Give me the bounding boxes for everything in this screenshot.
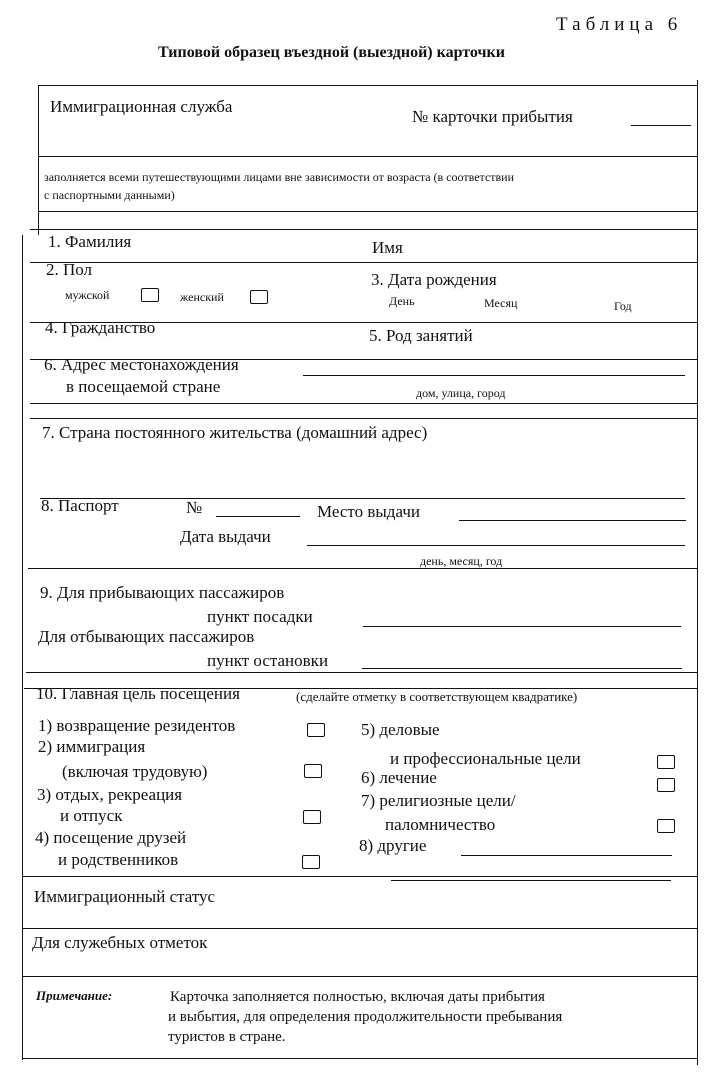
purpose-religious-sub: паломничество [385,815,496,834]
stop-point-field[interactable] [362,651,682,667]
purpose-immigration-checkbox[interactable] [304,764,322,778]
passport-number-line [216,516,300,517]
issue-place-field[interactable] [459,503,686,519]
rule-bottom [22,1058,698,1059]
purpose-visiting-sub: и родственников [58,850,179,869]
residence-label: 7. Страна постоянного жительства (домашний адрес) [42,423,428,442]
boarding-point-line [363,626,681,627]
birth-month-label: Месяц [484,296,518,310]
official-marks-field[interactable] [250,936,680,952]
note-label: Примечание: [36,988,113,1003]
address-field[interactable] [303,358,685,374]
purpose-medical: 6) лечение [361,768,437,787]
purpose-hint: (сделайте отметку в соответствующем квадратике) [296,689,578,704]
instruction-line-2: с паспортными данными) [44,188,175,202]
rule-8 [30,418,698,419]
passport-label: 8. Паспорт [41,496,119,515]
purpose-label: 10. Главная цель посещения [36,684,240,703]
residence-field[interactable] [42,456,682,472]
surname-field[interactable] [155,236,355,252]
arrival-card-field[interactable] [631,108,691,124]
stop-point-line [362,668,682,669]
issue-date-hint: день, месяц, год [420,554,503,568]
stop-point-label: пункт остановки [207,651,329,670]
note-line-2: и выбытия, для определения продолжительности пребывания [168,1009,563,1025]
occupation-label: 5. Род занятий [369,326,473,345]
issue-date-line [307,545,685,546]
rule-10 [26,672,698,673]
rule-2 [38,211,698,212]
purpose-religious: 7) религиозные цели/ [361,791,516,810]
purpose-business-sub: и профессиональные цели [390,749,581,768]
issue-place-label: Место выдачи [317,502,420,521]
female-checkbox[interactable] [250,290,268,304]
name-label: Имя [372,238,403,257]
arriving-label: 9. Для прибывающих пассажиров [40,583,285,602]
purpose-returning-residents-checkbox[interactable] [307,723,325,737]
issue-place-line [459,520,686,521]
arrival-card-line [631,125,691,126]
rule-13 [22,928,698,929]
purpose-immigration: 2) иммиграция [38,737,146,756]
rule-12 [22,876,698,877]
birthdate-label: 3. Дата рождения [371,270,497,289]
purpose-visiting-checkbox[interactable] [302,855,320,869]
instruction-line-1: заполняется всеми путешествующими лицами вне зависимости от возраста (в соответствии [44,170,515,184]
rule-9 [28,568,698,569]
purpose-business-checkbox[interactable] [657,755,675,769]
rule-7 [30,403,698,404]
purpose-other-line-2 [391,880,671,881]
name-field[interactable] [420,240,680,256]
left-border-lower [22,235,23,1060]
citizenship-label: 4. Гражданство [45,318,156,337]
arrival-card-label: № карточки прибытия [412,107,573,126]
note-line-3: туристов в стране. [168,1029,286,1045]
rule-3 [30,229,698,230]
passport-number-field[interactable] [216,499,300,515]
immigration-status-field[interactable] [270,890,680,906]
rule-top [38,85,698,86]
boarding-point-label: пункт посадки [207,607,313,626]
male-checkbox[interactable] [141,288,159,302]
purpose-leisure: 3) отдых, рекреация [37,785,183,804]
citizenship-field[interactable] [185,322,355,338]
issue-date-field[interactable] [307,528,685,544]
right-border [697,80,698,1065]
rule-14 [22,976,698,977]
rule-4 [30,262,698,263]
page-title: Типовой образец въездной (выездной) карточки [158,44,505,61]
address-line [303,375,685,376]
purpose-medical-checkbox[interactable] [657,778,675,792]
address-label-1: 6. Адрес местонахождения [44,355,239,374]
birth-year-label: Год [614,299,632,313]
purpose-leisure-sub: и отпуск [60,806,123,825]
boarding-point-field[interactable] [363,609,681,625]
address-label-2: в посещаемой стране [66,377,221,396]
female-label: женский [180,290,224,304]
purpose-visiting: 4) посещение друзей [35,828,187,847]
sex-label: 2. Пол [46,260,93,279]
purpose-returning-residents: 1) возвращение резидентов [38,716,236,735]
service-label: Иммиграционная служба [50,97,233,116]
surname-label: 1. Фамилия [48,232,132,251]
address-hint: дом, улица, город [416,386,506,400]
purpose-other-field[interactable] [461,838,672,854]
passport-number-label: № [186,498,203,517]
table-number: Таблица 6 [556,14,683,35]
male-label: мужской [65,288,110,302]
occupation-field[interactable] [505,328,685,344]
purpose-business: 5) деловые [361,720,440,739]
issue-date-label: Дата выдачи [180,527,271,546]
official-marks-label: Для служебных отметок [32,933,208,952]
purpose-religious-checkbox[interactable] [657,819,675,833]
purpose-leisure-checkbox[interactable] [303,810,321,824]
departing-label: Для отбывающих пассажиров [38,627,255,646]
immigration-status-label: Иммиграционный статус [34,887,216,906]
purpose-immigration-sub: (включая трудовую) [62,762,208,781]
rule-1 [38,156,698,157]
residence-line [40,498,685,499]
note-line-1: Карточка заполняется полностью, включая даты прибытия [170,989,545,1005]
purpose-other: 8) другие [359,836,427,855]
purpose-other-line-1 [461,855,672,856]
left-border [38,85,39,235]
birth-day-label: День [389,294,415,308]
